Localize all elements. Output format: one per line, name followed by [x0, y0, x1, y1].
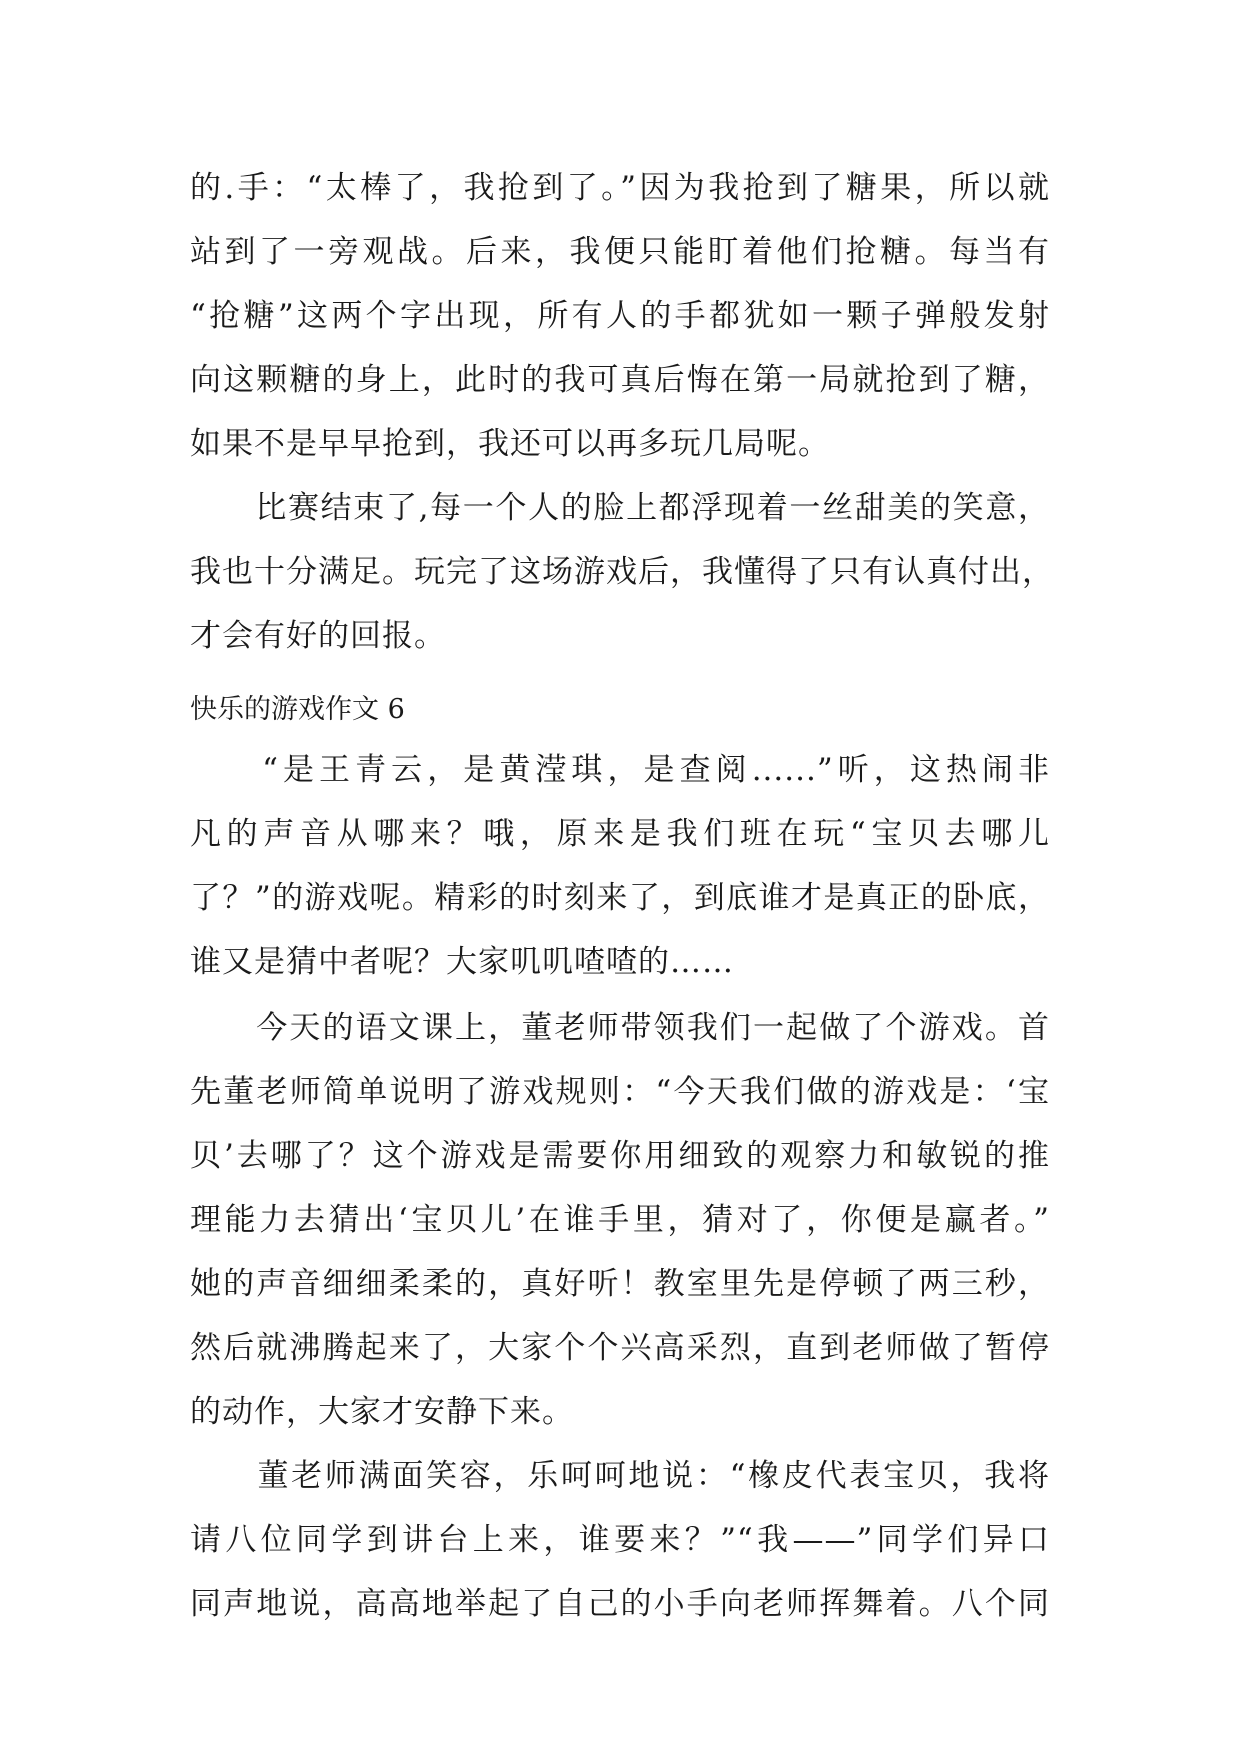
section-heading: 快乐的游戏作文 6 — [190, 694, 405, 725]
paragraph-line: 先董老师简单说明了游戏规则：“今天我们做的游戏是：‘宝 — [190, 1074, 1050, 1110]
paragraph-line: 谁又是猜中者呢？大家叽叽喳喳的…… — [190, 944, 734, 980]
paragraph-line: 然后就沸腾起来了，大家个个兴高采烈，直到老师做了暂停 — [190, 1330, 1050, 1366]
paragraph-line: 凡的声音从哪来？哦，原来是我们班在玩“宝贝去哪儿 — [190, 816, 1050, 852]
paragraph-line: “是王青云，是黄滢琪，是查阅......”听，这热闹非 — [190, 752, 1050, 788]
paragraph-line: 理能力去猜出‘宝贝儿’在谁手里，猜对了，你便是赢者。” — [190, 1202, 1050, 1238]
paragraph-line: 如果不是早早抢到，我还可以再多玩几局呢。 — [190, 426, 830, 462]
paragraph-line: 贝’去哪了？这个游戏是需要你用细致的观察力和敏锐的推 — [190, 1138, 1050, 1174]
paragraph-line: 的.手：“太棒了，我抢到了。”因为我抢到了糖果，所以就 — [190, 170, 1050, 206]
paragraph-line: 站到了一旁观战。后来，我便只能盯着他们抢糖。每当有 — [190, 234, 1050, 270]
paragraph-line: 向这颗糖的身上，此时的我可真后悔在第一局就抢到了糖， — [190, 362, 1050, 398]
paragraph-line: 我也十分满足。玩完了这场游戏后，我懂得了只有认真付出， — [190, 554, 1054, 590]
paragraph-line: 她的声音细细柔柔的，真好听！教室里先是停顿了两三秒， — [190, 1266, 1050, 1302]
paragraph-line: 才会有好的回报。 — [190, 618, 446, 654]
paragraph-line: 今天的语文课上，董老师带领我们一起做了个游戏。首 — [190, 1010, 1050, 1046]
paragraph-line: 董老师满面笑容，乐呵呵地说：“橡皮代表宝贝，我将 — [190, 1458, 1050, 1494]
paragraph-line: 同声地说，高高地举起了自己的小手向老师挥舞着。八个同 — [190, 1586, 1050, 1622]
paragraph-line: 了？”的游戏呢。精彩的时刻来了，到底谁才是真正的卧底， — [190, 880, 1050, 916]
paragraph-line: 的动作，大家才安静下来。 — [190, 1394, 574, 1430]
paragraph-line: 请八位同学到讲台上来，谁要来？”“我——”同学们异口 — [190, 1522, 1050, 1558]
paragraph-line: 比赛结束了,每一个人的脸上都浮现着一丝甜美的笑意， — [190, 490, 1050, 526]
paragraph-line: “抢糖”这两个字出现，所有人的手都犹如一颗子弹般发射 — [190, 298, 1050, 334]
